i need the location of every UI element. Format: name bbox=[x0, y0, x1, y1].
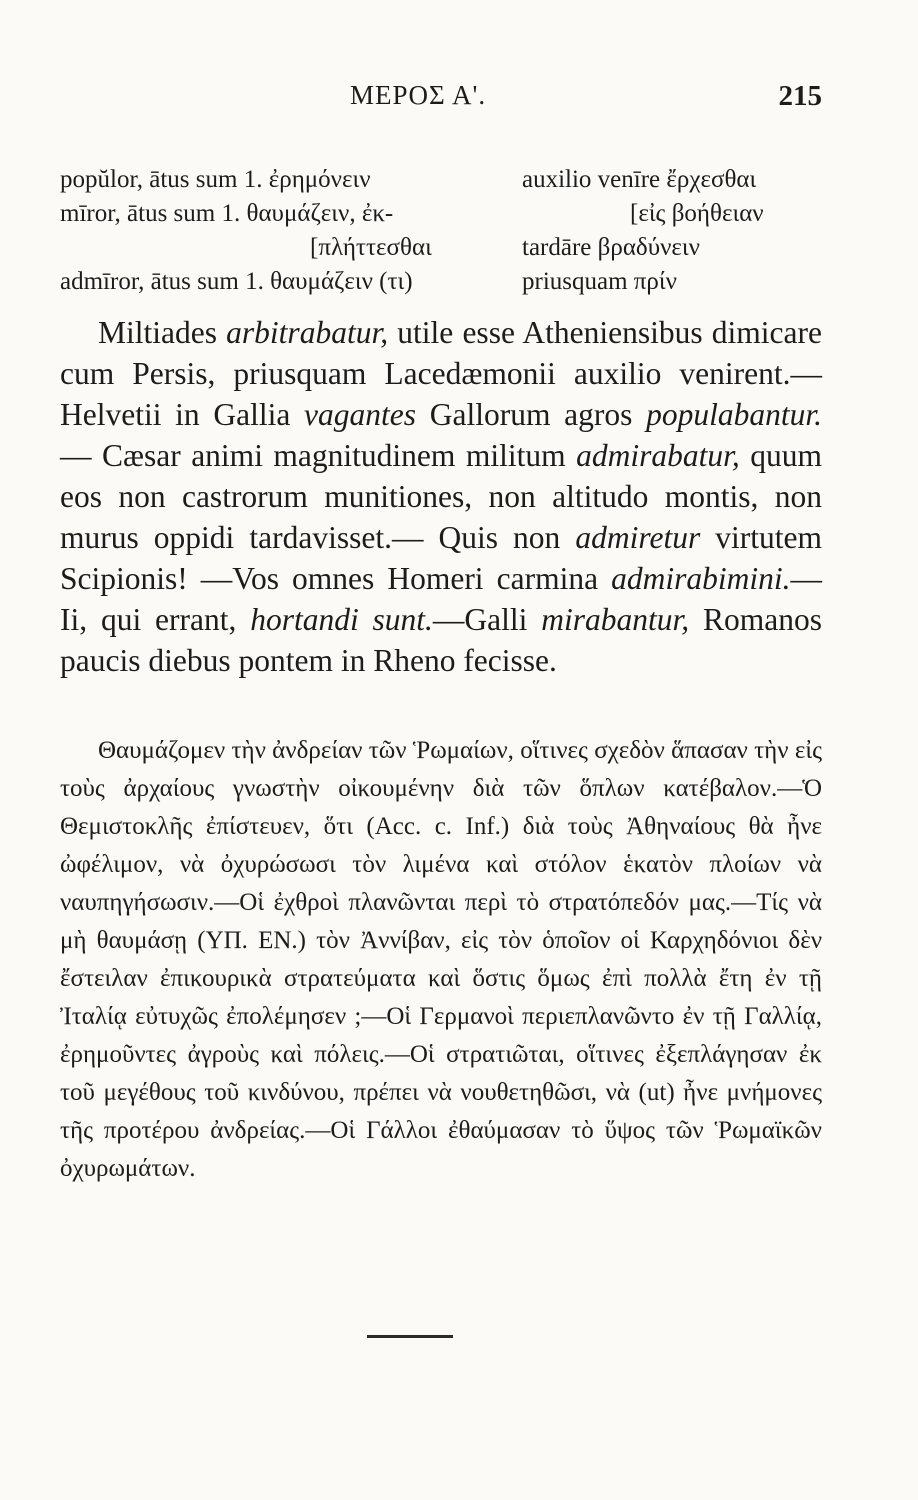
latin-segment-italic: arbitrabatur, bbox=[226, 315, 389, 350]
vocab-entry: auxilio venīre ἔρχεσθαι bbox=[522, 166, 757, 193]
latin-segment-italic: mirabantur, bbox=[541, 602, 690, 637]
vocab-entry: popŭlor, ātus sum 1. ἐρημόνειν bbox=[60, 166, 371, 193]
latin-segment: utile esse Atheniensibus dimicare cum Persis, priusquam Lacedæmonii auxilio venirent.—Helvetii in Gallia bbox=[60, 315, 822, 432]
latin-segment-italic: hortandi sunt. bbox=[250, 602, 433, 637]
vocab-entry-continuation: [εἰς βοήθειαν bbox=[630, 200, 764, 227]
latin-segment-italic: admirabatur, bbox=[576, 438, 740, 473]
vocab-entry: admīror, ātus sum 1. θαυμάζειν (τι) bbox=[60, 268, 413, 295]
vocab-entry-continuation: [πλήττεσθαι bbox=[310, 234, 432, 261]
vocab-entry: mīror, ātus sum 1. θαυμάζειν, ἐκ- bbox=[60, 200, 394, 227]
latin-segment: Romanos paucis diebus pontem in Rheno fecisse. bbox=[60, 602, 822, 678]
latin-segment: quum eos non castrorum munitiones, non altitudo montis, non murus oppidi tardavisset.— Quis non bbox=[60, 438, 822, 555]
latin-segment-italic: vagantes bbox=[304, 397, 417, 432]
greek-exercise-paragraph: Θαυμάζομεν τὴν ἀνδρείαν τῶν Ῥωμαίων, οἵτινες σχεδὸν ἅπασαν τὴν εἰς τοὺς ἀρχαίους γνωστὴν οἰκουμένην διὰ τῶν ὅπλων κατέβαλον.—Ὁ Θεμιστοκλῆς ἐπίστευεν, ὅτι (Acc. c. Inf.) διὰ τοὺς Ἀθηναίους θὰ ἦνε ὠφέλιμον, νὰ ὀχυρώσωσι τὸν λιμένα καὶ στόλον ἑκατὸν πλοίων νὰ ναυπηγήσωσιν.—Οἱ ἐχθροὶ πλανῶνται περὶ τὸ στρατόπεδόν μας.—Τίς νὰ μὴ θαυμάσῃ (ΥΠ. ΕΝ.) τὸν Ἀννίβαν, εἰς τὸν ὁποῖον οἱ Καρχηδόνιοι δὲν ἔστειλαν ἐπικουρικὰ στρατεύματα καὶ ὅστις ὅμως ἐπὶ πολλὰ ἔτη ἐν τῇ Ἰταλίᾳ εὐτυχῶς ἐπολέμησεν ;—Οἱ Γερμανοὶ περιεπλανῶντο ἐν τῇ Γαλλίᾳ, ἐρημοῦντες ἀγροὺς καὶ πόλεις.—Οἱ στρατιῶται, οἵτινες ἐξεπλάγησαν ἐκ τοῦ μεγέθους τοῦ κινδύνου, πρέπει νὰ νουθετηθῶσι, νὰ (ut) ἦνε μνήμονες τῆς προτέρου ἀνδρείας.—Οἱ Γάλλοι ἐθαύμασαν τὸ ὕψος τῶν Ῥωμαϊκῶν ὀχυρωμάτων. bbox=[60, 737, 822, 1182]
section-title: ΜΕΡΟΣ Α'. bbox=[350, 80, 487, 110]
vocabulary-column-right bbox=[522, 163, 832, 299]
vocab-entry: tardāre βραδύνειν bbox=[522, 234, 700, 261]
running-head bbox=[60, 80, 822, 120]
latin-segment: —Galli bbox=[432, 602, 542, 637]
latin-segment-italic: populabantur. bbox=[646, 397, 822, 432]
latin-segment-italic: admirabimini. bbox=[611, 561, 791, 596]
latin-segment-italic: admiretur bbox=[575, 520, 701, 555]
latin-segment: — Cæsar animi magnitudinem militum bbox=[60, 438, 577, 473]
latin-segment: virtutem Scipionis! —Vos omnes Homeri carmina bbox=[60, 520, 823, 596]
vocabulary-column-left bbox=[60, 163, 500, 299]
latin-exercise-paragraph bbox=[60, 312, 822, 681]
vocab-entry: priusquam πρίν bbox=[522, 268, 677, 295]
latin-segment: Miltiades bbox=[98, 315, 227, 350]
page-number: 215 bbox=[778, 80, 822, 112]
latin-segment: —Ii, qui errant, bbox=[60, 561, 822, 637]
vocabulary-list bbox=[60, 163, 830, 303]
latin-segment: Gallorum agros bbox=[416, 397, 647, 432]
section-divider bbox=[367, 1335, 453, 1338]
